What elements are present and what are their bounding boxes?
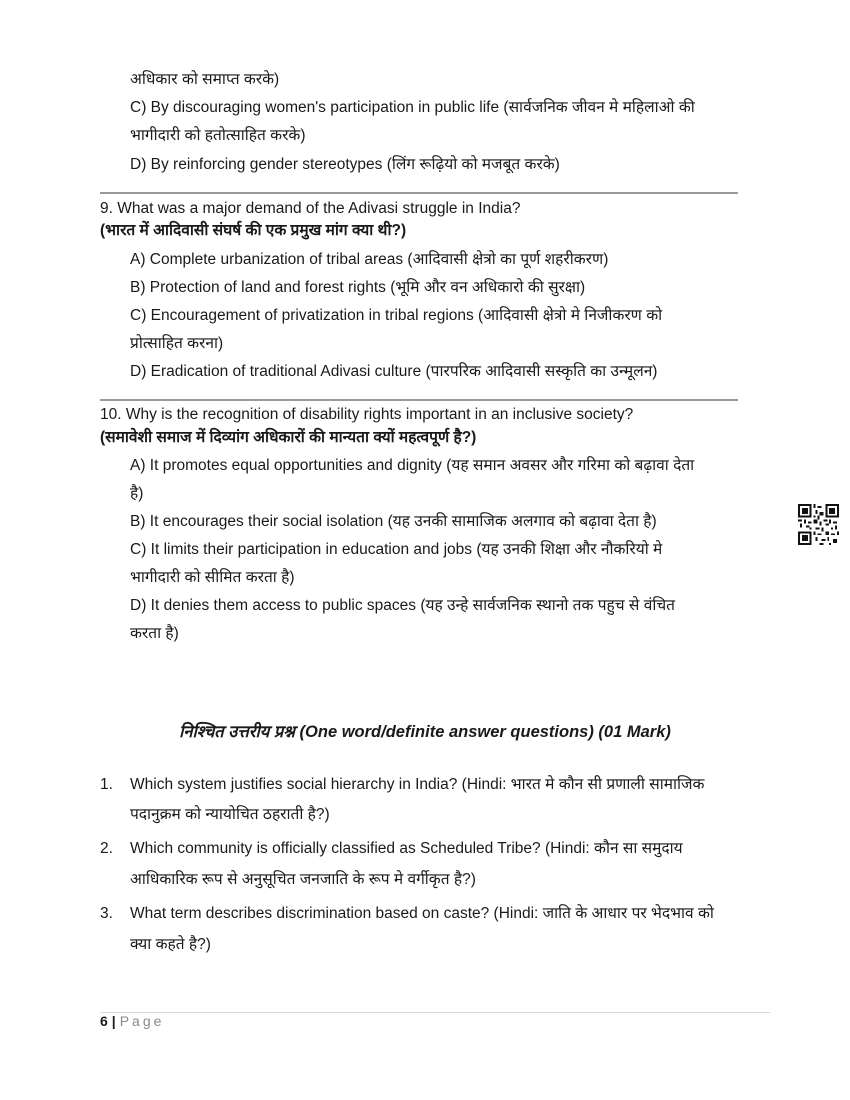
question-9-hindi: (भारत में आदिवासी संघर्ष की एक प्रमुख मांग क्या थी?) <box>100 222 407 239</box>
q10-option-a: A) It promotes equal opportunities and dignity (यह समान अवसर और गरिमा को बढ़ावा देता <box>130 457 695 474</box>
page-footer <box>100 1013 164 1029</box>
q9-option-b: B) Protection of land and forest rights (भूमि और वन अधिकारो की सुरक्षा) <box>130 279 586 296</box>
question-10-hindi: (समावेशी समाज में दिव्यांग अधिकारों की मान्यता क्यों महत्वपूर्ण है?) <box>100 429 477 446</box>
divider <box>100 192 738 194</box>
option-d: D) By reinforcing gender stereotypes (लिंग रूढ़ियो को मजबूत करके) <box>130 156 560 173</box>
question-9-text: 9. What was a major demand of the Adivasi struggle in India? <box>100 200 521 217</box>
short-question-2-number: 2. <box>100 840 113 857</box>
short-question-1-continuation: पदानुक्रम को न्यायोचित ठहराती है?) <box>130 806 330 823</box>
q9-option-c: C) Encouragement of privatization in tribal regions (आदिवासी क्षेत्रो मे निजीकरण को <box>130 307 663 324</box>
q10-option-c-continuation: भागीदारी को सीमित करता है) <box>130 569 295 586</box>
short-question-3-continuation: क्या कहते है?) <box>130 936 211 953</box>
question-10-text: 10. Why is the recognition of disability rights important in an inclusive society? <box>100 406 634 423</box>
short-question-3-number: 3. <box>100 905 113 922</box>
option-b-continuation: अधिकार को समाप्त करके) <box>130 71 280 88</box>
q9-option-a: A) Complete urbanization of tribal areas (आदिवासी क्षेत्रो का पूर्ण शहरीकरण) <box>130 251 609 268</box>
q10-option-d-continuation: करता है) <box>130 625 179 642</box>
short-question-2: Which community is officially classified as Scheduled Tribe? (Hindi: कौन सा समुदाय <box>130 840 683 857</box>
page-label: Page <box>119 1013 165 1029</box>
option-c-continuation: भागीदारी को हतोत्साहित करके) <box>130 127 306 144</box>
short-question-1-number: 1. <box>100 776 113 793</box>
section-heading: निश्चित उत्तरीय प्रश्न (One word/definite answer questions) (01 Mark) <box>179 723 671 741</box>
short-question-2-continuation: आधिकारिक रूप से अनुसूचित जनजाति के रूप मे वर्गीकृत है?) <box>130 871 476 888</box>
q10-option-d: D) It denies them access to public spaces (यह उन्हे सार्वजनिक स्थानो तक पहुच से वंचित <box>130 597 676 614</box>
q10-option-c: C) It limits their participation in education and jobs (यह उनकी शिक्षा और नौकरियो मे <box>130 541 663 558</box>
q9-option-c-continuation: प्रोत्साहित करना) <box>130 335 224 352</box>
option-c: C) By discouraging women's participation in public life (सार्वजनिक जीवन मे महिलाओ की <box>130 99 695 116</box>
page-number: 6 <box>100 1013 108 1029</box>
short-question-3: What term describes discrimination based on caste? (Hindi: जाति के आधार पर भेदभाव को <box>130 905 714 922</box>
q10-option-a-continuation: है) <box>130 485 144 502</box>
footer-separator: | <box>111 1013 116 1029</box>
q9-option-d: D) Eradication of traditional Adivasi culture (पारपरिक आदिवासी सस्कृति का उन्मूलन) <box>130 363 658 380</box>
q10-option-b: B) It encourages their social isolation (यह उनकी सामाजिक अलगाव को बढ़ावा देता है) <box>130 513 657 530</box>
footer-divider <box>100 1012 770 1013</box>
short-question-1: Which system justifies social hierarchy in India? (Hindi: भारत मे कौन सी प्रणाली सामाजिक <box>130 776 705 793</box>
divider <box>100 399 738 401</box>
qr-code-icon <box>798 504 839 545</box>
